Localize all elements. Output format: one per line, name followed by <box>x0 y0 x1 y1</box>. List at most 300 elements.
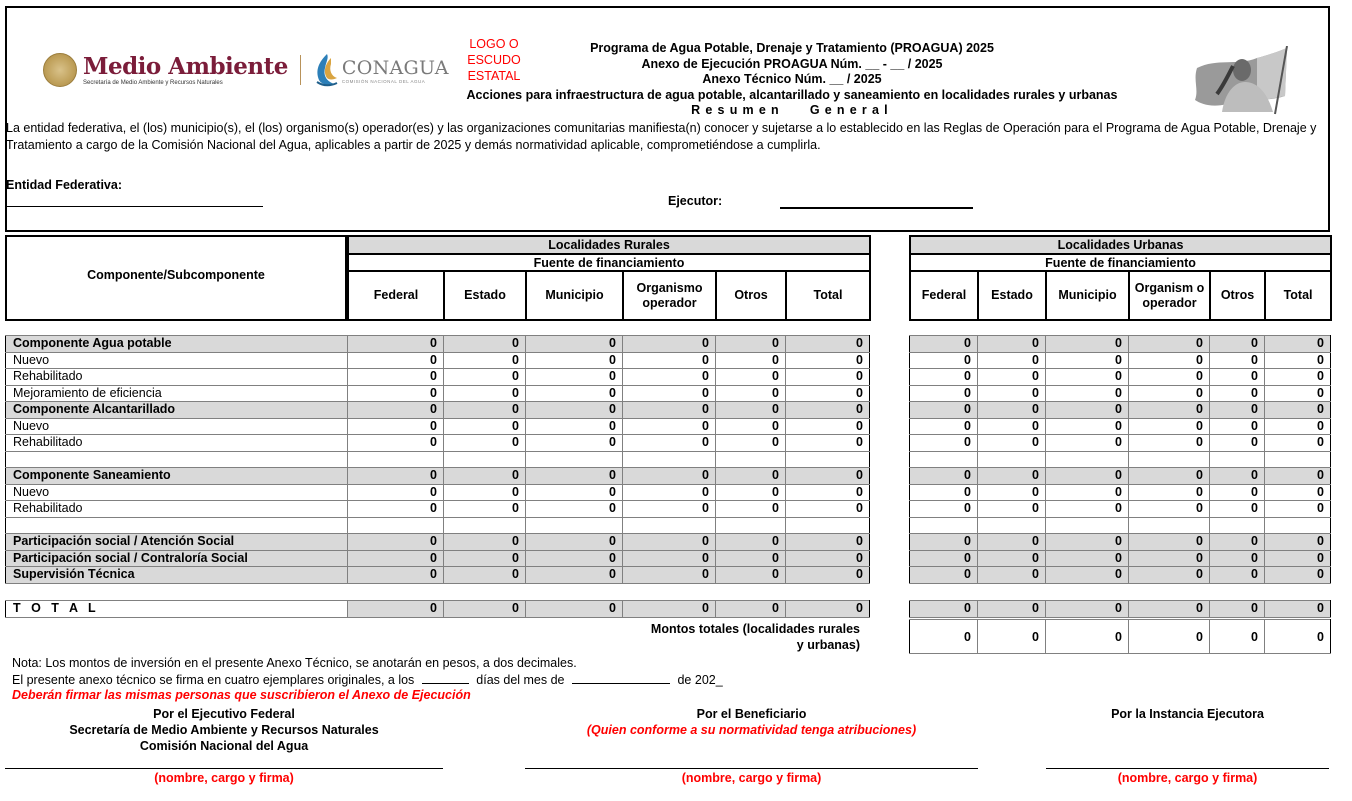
row-label: Participación social / Contraloría Social <box>6 550 348 567</box>
deberan-firmar-note: Deberán firmar las mismas personas que suscribieron el Anexo de Ejecución <box>12 688 471 702</box>
montos-cell: 0 <box>1210 620 1265 654</box>
table-row <box>910 451 1331 468</box>
urban-cell[interactable]: 0 <box>978 484 1046 501</box>
urban-cell[interactable]: 0 <box>1129 402 1210 419</box>
urban-total-cell: 0 <box>1210 601 1265 618</box>
urban-cell[interactable]: 0 <box>1210 501 1265 518</box>
urban-cell[interactable]: 0 <box>978 534 1046 551</box>
row-label: Nuevo <box>6 418 348 435</box>
rural-cell[interactable]: 0 <box>348 484 444 501</box>
ejecutor-label: Ejecutor: <box>668 194 723 208</box>
urban-cell[interactable]: 0 <box>1129 484 1210 501</box>
urban-cell[interactable]: 0 <box>1210 468 1265 485</box>
rural-cell[interactable]: 0 <box>786 567 870 584</box>
urban-cell[interactable]: 0 <box>1129 567 1210 584</box>
urban-cell[interactable]: 0 <box>1046 385 1129 402</box>
rural-total-cell: 0 <box>786 601 870 618</box>
rural-cell[interactable]: 0 <box>348 385 444 402</box>
urban-cell[interactable]: 0 <box>910 418 978 435</box>
mexico-seal-icon <box>43 53 77 87</box>
urban-cell[interactable]: 0 <box>1265 534 1331 551</box>
urban-cell[interactable] <box>1210 451 1265 468</box>
rural-cell[interactable]: 0 <box>716 352 786 369</box>
sig-name-label-federal: (nombre, cargo y firma) <box>154 771 294 785</box>
urban-cell[interactable] <box>1046 517 1129 534</box>
urban-cell[interactable]: 0 <box>978 435 1046 452</box>
rural-cell[interactable] <box>786 451 870 468</box>
rural-cell[interactable]: 0 <box>786 550 870 567</box>
rural-cell[interactable]: 0 <box>348 534 444 551</box>
urban-cell[interactable]: 0 <box>1129 534 1210 551</box>
rural-cell[interactable]: 0 <box>526 501 623 518</box>
row-label: Componente Saneamiento <box>6 468 348 485</box>
urban-cell[interactable]: 0 <box>910 550 978 567</box>
rural-cell[interactable]: 0 <box>716 501 786 518</box>
rural-cell[interactable]: 0 <box>623 385 716 402</box>
urban-cell[interactable]: 0 <box>1129 336 1210 353</box>
urban-cell[interactable] <box>1129 517 1210 534</box>
signature-line-beneficiario[interactable] <box>525 768 978 769</box>
rural-cell[interactable]: 0 <box>348 352 444 369</box>
urban-cell[interactable]: 0 <box>910 352 978 369</box>
urban-cell[interactable]: 0 <box>910 567 978 584</box>
montos-cell: 0 <box>1265 620 1331 654</box>
rural-cell[interactable]: 0 <box>444 550 526 567</box>
rural-cell[interactable]: 0 <box>623 369 716 386</box>
rural-cell[interactable]: 0 <box>786 336 870 353</box>
montos-cell: 0 <box>978 620 1046 654</box>
sig-federal-line: Por el Ejecutivo Federal <box>153 707 295 721</box>
rural-cell[interactable]: 0 <box>348 550 444 567</box>
table-row <box>6 451 870 468</box>
urban-cell[interactable]: 0 <box>1129 501 1210 518</box>
urban-cell[interactable]: 0 <box>978 501 1046 518</box>
medio-ambiente-subtitle: Secretaría de Medio Ambiente y Recursos Naturales <box>83 79 223 86</box>
table-row <box>910 336 1331 353</box>
rural-total-cell: 0 <box>623 601 716 618</box>
rural-cell[interactable]: 0 <box>786 435 870 452</box>
rural-cell[interactable] <box>348 451 444 468</box>
column-header: Total <box>1265 271 1331 320</box>
urban-cell[interactable]: 0 <box>1129 468 1210 485</box>
urban-cell[interactable]: 0 <box>1210 435 1265 452</box>
rural-cell[interactable]: 0 <box>444 567 526 584</box>
rural-cell[interactable]: 0 <box>526 550 623 567</box>
urban-cell[interactable]: 0 <box>1046 369 1129 386</box>
urban-cell[interactable]: 0 <box>1210 550 1265 567</box>
urban-cell[interactable]: 0 <box>1046 418 1129 435</box>
firma-text-part: de 202_ <box>677 672 723 687</box>
conagua-icon <box>313 52 339 88</box>
urban-cell[interactable]: 0 <box>978 550 1046 567</box>
rural-cell[interactable]: 0 <box>623 501 716 518</box>
urban-cell[interactable]: 0 <box>978 385 1046 402</box>
rural-cell[interactable]: 0 <box>716 435 786 452</box>
anexo-ejecucion-title: Anexo de Ejecución PROAGUA Núm. __ - __ / 2025 <box>641 56 943 71</box>
firma-text-part: días del mes de <box>476 672 565 687</box>
urban-total-table <box>909 600 1331 618</box>
sig-beneficiario-note: (Quien conforme a su normatividad tenga atribuciones) <box>586 723 917 737</box>
rural-header-table <box>347 235 871 321</box>
urban-cell[interactable]: 0 <box>910 534 978 551</box>
urban-cell[interactable]: 0 <box>1265 550 1331 567</box>
total-label: T O T A L <box>6 601 348 618</box>
table-row <box>910 501 1331 518</box>
rural-cell[interactable]: 0 <box>526 385 623 402</box>
column-header: Organismo operador <box>623 271 716 320</box>
rural-cell[interactable] <box>444 451 526 468</box>
rural-cell[interactable] <box>623 517 716 534</box>
urban-cell[interactable]: 0 <box>1265 402 1331 419</box>
rural-cell[interactable] <box>716 451 786 468</box>
urban-cell[interactable]: 0 <box>978 567 1046 584</box>
urban-cell[interactable] <box>978 517 1046 534</box>
rural-total-cell: 0 <box>526 601 623 618</box>
rural-header: Localidades Rurales <box>348 236 870 254</box>
rural-cell[interactable]: 0 <box>526 435 623 452</box>
montos-label-line: Montos totales (localidades rurales <box>650 622 860 636</box>
rural-cell[interactable]: 0 <box>444 418 526 435</box>
nota-text: Nota: Los montos de inversión en el presente Anexo Técnico, se anotarán en pesos, a dos decimales. <box>12 656 577 670</box>
rural-cell[interactable] <box>444 517 526 534</box>
urban-cell[interactable]: 0 <box>1046 336 1129 353</box>
rural-cell[interactable]: 0 <box>526 418 623 435</box>
urban-cell[interactable]: 0 <box>1129 385 1210 402</box>
rural-cell[interactable] <box>526 517 623 534</box>
urban-cell[interactable]: 0 <box>1210 402 1265 419</box>
urban-cell[interactable]: 0 <box>1046 435 1129 452</box>
column-header: Municipio <box>526 271 623 320</box>
total-row <box>6 601 870 618</box>
urban-cell[interactable]: 0 <box>978 336 1046 353</box>
rural-cell[interactable]: 0 <box>623 534 716 551</box>
urban-cell[interactable]: 0 <box>1265 435 1331 452</box>
rural-cell[interactable] <box>348 517 444 534</box>
urban-cell[interactable] <box>1265 451 1331 468</box>
rural-total-cell: 0 <box>716 601 786 618</box>
component-header-table <box>5 235 347 321</box>
urban-cell[interactable]: 0 <box>910 501 978 518</box>
table-row <box>910 435 1331 452</box>
logo-divider <box>300 55 301 85</box>
table-row <box>910 567 1331 584</box>
rural-cell[interactable]: 0 <box>786 385 870 402</box>
urban-cell[interactable]: 0 <box>1265 501 1331 518</box>
rural-cell[interactable] <box>526 451 623 468</box>
rural-cell[interactable]: 0 <box>623 567 716 584</box>
table-row <box>910 550 1331 567</box>
rural-cell[interactable]: 0 <box>444 484 526 501</box>
urban-cell[interactable]: 0 <box>1265 418 1331 435</box>
rural-cell[interactable]: 0 <box>623 468 716 485</box>
urban-cell[interactable]: 0 <box>1265 468 1331 485</box>
rural-cell[interactable]: 0 <box>348 435 444 452</box>
urban-cell[interactable]: 0 <box>1210 385 1265 402</box>
rural-cell[interactable]: 0 <box>526 336 623 353</box>
table-row <box>910 369 1331 386</box>
table-row <box>6 484 870 501</box>
urban-cell[interactable]: 0 <box>1210 352 1265 369</box>
urban-cell[interactable]: 0 <box>910 385 978 402</box>
ejecutor-field[interactable] <box>780 207 973 209</box>
urban-cell[interactable] <box>910 517 978 534</box>
urban-cell[interactable] <box>1265 517 1331 534</box>
urban-cell[interactable]: 0 <box>978 369 1046 386</box>
urban-total-cell: 0 <box>910 601 978 618</box>
logos <box>43 52 449 88</box>
montos-totales-label <box>560 621 860 653</box>
rural-cell[interactable]: 0 <box>348 567 444 584</box>
rural-total-cell: 0 <box>444 601 526 618</box>
rural-cell[interactable]: 0 <box>348 418 444 435</box>
rural-cell[interactable]: 0 <box>716 385 786 402</box>
signature-beneficiario <box>525 706 978 738</box>
urban-cell[interactable]: 0 <box>1046 468 1129 485</box>
rural-cell[interactable]: 0 <box>716 418 786 435</box>
rural-cell[interactable]: 0 <box>716 567 786 584</box>
urban-total-cell: 0 <box>978 601 1046 618</box>
conagua-title: CONAGUA <box>341 56 449 79</box>
urban-cell[interactable]: 0 <box>1265 567 1331 584</box>
urban-cell[interactable]: 0 <box>1210 484 1265 501</box>
rural-cell[interactable]: 0 <box>526 402 623 419</box>
urban-cell[interactable]: 0 <box>1210 418 1265 435</box>
urban-cell[interactable]: 0 <box>910 369 978 386</box>
urban-cell[interactable]: 0 <box>1210 534 1265 551</box>
urban-cell[interactable]: 0 <box>1046 352 1129 369</box>
dias-field[interactable] <box>422 672 469 684</box>
logo-placeholder-line: ESTATAL <box>467 69 521 83</box>
urban-cell[interactable]: 0 <box>1129 369 1210 386</box>
rural-total-cell: 0 <box>348 601 444 618</box>
urban-header-table <box>909 235 1332 321</box>
urban-cell[interactable]: 0 <box>1046 402 1129 419</box>
rural-cell[interactable]: 0 <box>444 402 526 419</box>
column-header: Total <box>786 271 870 320</box>
rural-cell[interactable]: 0 <box>623 402 716 419</box>
rural-cell[interactable]: 0 <box>786 352 870 369</box>
rural-cell[interactable]: 0 <box>623 435 716 452</box>
component-header: Componente/Subcomponente <box>6 236 346 320</box>
table-row <box>6 517 870 534</box>
intro-paragraph: La entidad federativa, el (los) municipio(s), el (los) organismo(s) operador(es) y las organizaciones comunitarias manifiesta(n) conocer y sujetarse a lo establecido en las Reglas de Operación para el Programa de Agua Potable, Drenaje y Tratamiento a cargo de la Comisión Nacional del Agua, aplicables a partir de 2025 y demás normatividad aplicable, comprometiéndose a cumplirla. <box>6 121 1317 152</box>
medio-ambiente-title: Medio Ambiente <box>83 52 288 80</box>
montos-cell: 0 <box>1129 620 1210 654</box>
rural-cell[interactable]: 0 <box>526 567 623 584</box>
signature-instancia <box>1046 706 1329 722</box>
rural-cell[interactable] <box>786 517 870 534</box>
nota-block <box>12 655 723 688</box>
urban-cell[interactable] <box>1046 451 1129 468</box>
table-row <box>910 517 1331 534</box>
total-row <box>910 601 1331 618</box>
column-header: Federal <box>348 271 444 320</box>
rural-cell[interactable]: 0 <box>786 534 870 551</box>
urban-cell[interactable]: 0 <box>978 418 1046 435</box>
rural-cell[interactable]: 0 <box>786 402 870 419</box>
acciones-title: Acciones para infraestructura de agua potable, alcantarillado y saneamiento en localidades rurales y urbanas <box>466 87 1118 102</box>
table-row <box>6 550 870 567</box>
medio-ambiente-logo <box>83 52 288 86</box>
urban-cell[interactable] <box>1129 451 1210 468</box>
urban-cell[interactable]: 0 <box>1265 336 1331 353</box>
urban-cell[interactable]: 0 <box>1265 385 1331 402</box>
rural-body-table <box>5 335 870 584</box>
row-label: Componente Agua potable <box>6 336 348 353</box>
urban-cell[interactable] <box>978 451 1046 468</box>
entidad-federativa-label: Entidad Federativa: <box>6 178 122 192</box>
urban-cell[interactable]: 0 <box>910 468 978 485</box>
urban-cell[interactable] <box>1210 517 1265 534</box>
rural-cell[interactable]: 0 <box>444 352 526 369</box>
table-row <box>6 534 870 551</box>
rural-cell[interactable]: 0 <box>444 369 526 386</box>
rural-cell[interactable]: 0 <box>716 336 786 353</box>
signature-federal <box>5 706 443 754</box>
rural-cell[interactable] <box>623 451 716 468</box>
table-row <box>6 418 870 435</box>
urban-cell[interactable]: 0 <box>1129 352 1210 369</box>
rural-fuente-header: Fuente de financiamiento <box>348 254 870 271</box>
rural-cell[interactable]: 0 <box>786 484 870 501</box>
table-row <box>910 468 1331 485</box>
column-header: Otros <box>716 271 786 320</box>
rural-cell[interactable]: 0 <box>444 336 526 353</box>
table-row <box>910 418 1331 435</box>
urban-header: Localidades Urbanas <box>910 236 1331 254</box>
rural-cell[interactable]: 0 <box>526 369 623 386</box>
urban-cell[interactable]: 0 <box>1046 550 1129 567</box>
urban-cell[interactable]: 0 <box>978 402 1046 419</box>
urban-cell[interactable]: 0 <box>1265 352 1331 369</box>
urban-cell[interactable]: 0 <box>1210 567 1265 584</box>
sig-instancia-title: Por la Instancia Ejecutora <box>1111 707 1264 721</box>
rural-cell[interactable]: 0 <box>716 534 786 551</box>
signature-line-instancia[interactable] <box>1046 768 1329 769</box>
logo-placeholder-line: LOGO O <box>469 37 519 51</box>
urban-cell[interactable]: 0 <box>978 468 1046 485</box>
table-row <box>6 385 870 402</box>
row-label: Participación social / Atención Social <box>6 534 348 551</box>
urban-cell[interactable]: 0 <box>1210 336 1265 353</box>
column-header: Otros <box>1210 271 1265 320</box>
program-title: Programa de Agua Potable, Drenaje y Tratamiento (PROAGUA) 2025 <box>590 41 994 55</box>
row-label <box>6 517 348 534</box>
rural-cell[interactable]: 0 <box>623 418 716 435</box>
rural-cell[interactable]: 0 <box>623 484 716 501</box>
rural-cell[interactable]: 0 <box>526 352 623 369</box>
montos-cell: 0 <box>1046 620 1129 654</box>
urban-cell[interactable]: 0 <box>1129 435 1210 452</box>
flag-woman-image <box>1187 46 1297 116</box>
rural-cell[interactable]: 0 <box>716 369 786 386</box>
rural-cell[interactable]: 0 <box>348 501 444 518</box>
rural-cell[interactable]: 0 <box>623 336 716 353</box>
mes-field[interactable] <box>572 672 670 684</box>
urban-cell[interactable]: 0 <box>1265 369 1331 386</box>
logo-placeholder-line: ESCUDO <box>467 53 521 67</box>
rural-cell[interactable]: 0 <box>623 352 716 369</box>
montos-totales-table <box>909 619 1331 654</box>
rural-cell[interactable]: 0 <box>348 468 444 485</box>
sig-beneficiario-title: Por el Beneficiario <box>696 707 807 721</box>
rural-cell[interactable]: 0 <box>786 468 870 485</box>
urban-fuente-header: Fuente de financiamiento <box>910 254 1331 271</box>
urban-cell[interactable] <box>910 451 978 468</box>
sig-federal-line: Secretaría de Medio Ambiente y Recursos Naturales <box>69 723 379 737</box>
table-row <box>910 352 1331 369</box>
table-row <box>910 402 1331 419</box>
urban-cell[interactable]: 0 <box>1046 567 1129 584</box>
table-row <box>6 468 870 485</box>
rural-cell[interactable]: 0 <box>444 534 526 551</box>
urban-cell[interactable]: 0 <box>910 484 978 501</box>
row-label: Rehabilitado <box>6 369 348 386</box>
conagua-subtitle: COMISIÓN NACIONAL DEL AGUA <box>341 78 426 84</box>
row-label: Rehabilitado <box>6 501 348 518</box>
rural-cell[interactable]: 0 <box>526 484 623 501</box>
urban-cell[interactable]: 0 <box>1265 484 1331 501</box>
urban-cell[interactable]: 0 <box>978 352 1046 369</box>
urban-cell[interactable]: 0 <box>1046 534 1129 551</box>
urban-cell[interactable]: 0 <box>1129 550 1210 567</box>
montos-cell: 0 <box>910 620 978 654</box>
row-label: Nuevo <box>6 352 348 369</box>
rural-cell[interactable] <box>716 517 786 534</box>
urban-cell[interactable]: 0 <box>910 435 978 452</box>
sig-name-label-beneficiario: (nombre, cargo y firma) <box>681 771 822 785</box>
rural-total-table <box>5 600 870 618</box>
rural-cell[interactable]: 0 <box>444 385 526 402</box>
urban-cell[interactable]: 0 <box>910 402 978 419</box>
table-row <box>6 369 870 386</box>
urban-cell[interactable]: 0 <box>1046 484 1129 501</box>
rural-cell[interactable]: 0 <box>444 501 526 518</box>
rural-cell[interactable]: 0 <box>716 402 786 419</box>
sig-name-label-instancia: (nombre, cargo y firma) <box>1117 771 1258 785</box>
column-header: Federal <box>910 271 978 320</box>
sig-federal-line: Comisión Nacional del Agua <box>139 739 309 753</box>
urban-cell[interactable]: 0 <box>1210 369 1265 386</box>
rural-cell[interactable]: 0 <box>526 534 623 551</box>
urban-cell[interactable]: 0 <box>1046 501 1129 518</box>
rural-cell[interactable]: 0 <box>786 418 870 435</box>
signature-line-federal[interactable] <box>5 768 443 769</box>
urban-cell[interactable]: 0 <box>910 336 978 353</box>
row-label: Rehabilitado <box>6 435 348 452</box>
rural-cell[interactable]: 0 <box>444 435 526 452</box>
rural-cell[interactable]: 0 <box>716 468 786 485</box>
rural-cell[interactable]: 0 <box>348 369 444 386</box>
rural-cell[interactable]: 0 <box>348 402 444 419</box>
rural-cell[interactable]: 0 <box>348 336 444 353</box>
rural-cell[interactable]: 0 <box>786 501 870 518</box>
table-row <box>6 402 870 419</box>
rural-cell[interactable]: 0 <box>526 468 623 485</box>
rural-cell[interactable]: 0 <box>786 369 870 386</box>
rural-cell[interactable]: 0 <box>444 468 526 485</box>
entidad-federativa-field[interactable] <box>6 206 263 207</box>
table-row <box>6 435 870 452</box>
urban-cell[interactable]: 0 <box>1129 418 1210 435</box>
rural-cell[interactable]: 0 <box>716 484 786 501</box>
montos-row <box>910 620 1331 654</box>
row-label <box>6 451 348 468</box>
column-header: Organism o operador <box>1129 271 1210 320</box>
rural-cell[interactable]: 0 <box>716 550 786 567</box>
rural-cell[interactable]: 0 <box>623 550 716 567</box>
row-label: Mejoramiento de eficiencia <box>6 385 348 402</box>
